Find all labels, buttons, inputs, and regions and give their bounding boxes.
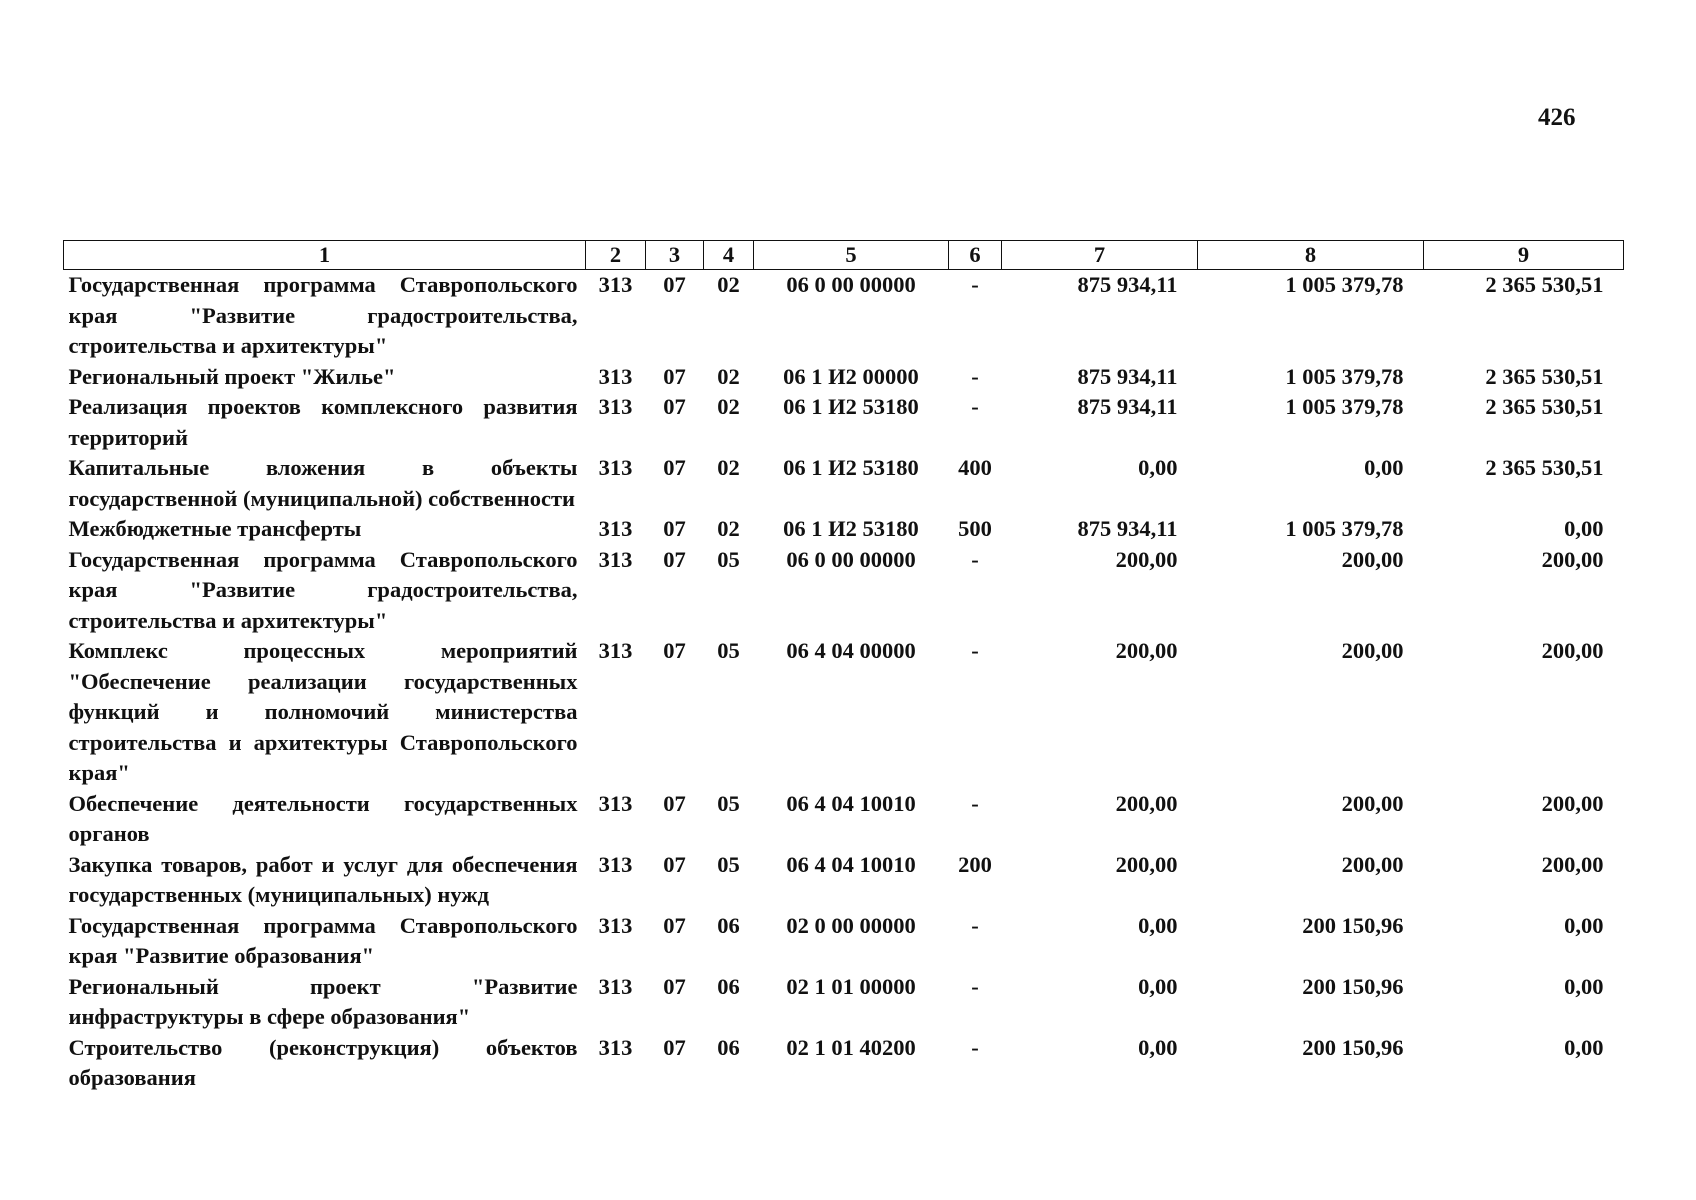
code-subsection-cell: 05 [717, 546, 740, 572]
code-expense-type-cell: - [971, 546, 979, 572]
code-expense-type-cell: - [971, 973, 979, 999]
amount-col7-cell: 875 934,11 [1077, 516, 1178, 541]
amount-col8-cell: 0,00 [1364, 455, 1404, 480]
amount-col8-cell: 200,00 [1341, 851, 1404, 877]
row-name-cell: Региональный проект "Жилье" [68, 363, 396, 389]
row-name-cell: Государственная программа Ставропольского края "Развитие образования" [68, 912, 578, 968]
row-name-cell: Капитальные вложения в объекты государственной (муниципальной) собственности [68, 455, 578, 511]
code-subsection-cell: 02 [717, 363, 740, 389]
code-expense-type-cell: - [971, 1034, 979, 1060]
amount-col8-cell: 1 005 379,78 [1285, 272, 1404, 297]
code-section-cell: 07 [663, 516, 686, 541]
code-admin-cell: 313 [598, 546, 633, 572]
table-body [64, 270, 1624, 1094]
code-admin-cell: 313 [598, 394, 633, 419]
amount-col9-cell: 0,00 [1564, 973, 1604, 999]
code-target-article-cell: 06 4 04 10010 [786, 851, 916, 877]
amount-col7-cell: 875 934,11 [1077, 363, 1178, 389]
code-section-cell: 07 [663, 546, 686, 572]
code-subsection-cell: 06 [717, 1034, 740, 1060]
code-subsection-cell: 05 [717, 851, 740, 877]
table-row [64, 545, 1624, 637]
code-subsection-cell: 06 [717, 912, 740, 938]
table-row [64, 270, 1624, 362]
header-row [64, 241, 1624, 270]
amount-col9-cell: 2 365 530,51 [1485, 272, 1604, 297]
code-section-cell: 07 [663, 851, 686, 877]
code-subsection-cell: 02 [717, 516, 740, 541]
code-expense-type-cell: - [971, 638, 979, 663]
code-admin-cell: 313 [598, 1034, 633, 1060]
code-expense-type-cell: 400 [958, 455, 992, 480]
column-header-8: 8 [1198, 241, 1424, 270]
row-name-cell: Государственная программа Ставропольского края "Развитие градостроительства, строительства и архитектуры" [68, 546, 578, 633]
column-header-3: 3 [646, 241, 704, 270]
code-expense-type-cell: - [971, 363, 979, 389]
amount-col8-cell: 1 005 379,78 [1285, 516, 1404, 541]
column-header-2: 2 [586, 241, 646, 270]
code-subsection-cell: 05 [717, 790, 740, 816]
code-admin-cell: 313 [598, 638, 633, 663]
amount-col7-cell: 0,00 [1138, 973, 1178, 999]
column-header-6: 6 [949, 241, 1002, 270]
code-admin-cell: 313 [598, 790, 633, 816]
code-target-article-cell: 06 0 00 00000 [786, 272, 916, 297]
amount-col9-cell: 2 365 530,51 [1485, 455, 1604, 480]
amount-col8-cell: 200,00 [1341, 790, 1404, 816]
code-subsection-cell: 02 [717, 394, 740, 419]
code-admin-cell: 313 [598, 516, 633, 541]
column-header-5: 5 [754, 241, 949, 270]
column-header-9: 9 [1424, 241, 1624, 270]
code-section-cell: 07 [663, 272, 686, 297]
table-row [64, 972, 1624, 1033]
amount-col9-cell: 2 365 530,51 [1485, 363, 1604, 389]
amount-col9-cell: 0,00 [1564, 912, 1604, 938]
row-name-cell: Закупка товаров, работ и услуг для обеспечения государственных (муниципальных) нужд [68, 851, 578, 907]
row-name-cell: Реализация проектов комплексного развития территорий [68, 394, 578, 450]
amount-col8-cell: 200 150,96 [1302, 973, 1404, 999]
row-name-cell: Комплекс процессных мероприятий "Обеспечение реализации государственных функций и полномочий министерства строительства и архитектуры Ставропольского края" [68, 638, 578, 785]
code-target-article-cell: 06 1 И2 53180 [783, 516, 919, 541]
code-subsection-cell: 06 [717, 973, 740, 999]
code-target-article-cell: 02 1 01 00000 [786, 973, 916, 999]
amount-col7-cell: 200,00 [1115, 790, 1178, 816]
code-expense-type-cell: 200 [958, 851, 992, 877]
code-target-article-cell: 06 1 И2 53180 [783, 394, 919, 419]
code-section-cell: 07 [663, 455, 686, 480]
code-section-cell: 07 [663, 1034, 686, 1060]
code-section-cell: 07 [663, 638, 686, 663]
table-row [64, 392, 1624, 453]
table-row [64, 514, 1624, 545]
table-row [64, 1033, 1624, 1094]
amount-col9-cell: 0,00 [1564, 516, 1604, 541]
budget-table [63, 240, 1624, 1094]
table-row [64, 789, 1624, 850]
code-admin-cell: 313 [598, 851, 633, 877]
amount-col7-cell: 875 934,11 [1077, 394, 1178, 419]
table-row [64, 636, 1624, 789]
code-expense-type-cell: - [971, 912, 979, 938]
row-name-cell: Строительство (реконструкция) объектов образования [68, 1034, 578, 1090]
amount-col8-cell: 200 150,96 [1302, 912, 1404, 938]
amount-col8-cell: 200,00 [1341, 546, 1404, 572]
code-admin-cell: 313 [598, 912, 633, 938]
table-row [64, 911, 1624, 972]
amount-col9-cell: 200,00 [1541, 546, 1604, 572]
code-subsection-cell: 05 [717, 638, 740, 663]
column-header-1: 1 [64, 241, 586, 270]
amount-col8-cell: 1 005 379,78 [1285, 394, 1404, 419]
amount-col9-cell: 200,00 [1541, 851, 1604, 877]
code-target-article-cell: 06 0 00 00000 [786, 546, 916, 572]
column-header-4: 4 [704, 241, 754, 270]
table-row [64, 850, 1624, 911]
code-section-cell: 07 [663, 973, 686, 999]
code-target-article-cell: 06 1 И2 00000 [783, 363, 919, 389]
code-target-article-cell: 02 1 01 40200 [786, 1034, 916, 1060]
code-section-cell: 07 [663, 912, 686, 938]
row-name-cell: Региональный проект "Развитие инфраструктуры в сфере образования" [68, 973, 578, 1029]
code-target-article-cell: 06 1 И2 53180 [783, 455, 919, 480]
code-section-cell: 07 [663, 790, 686, 816]
amount-col9-cell: 2 365 530,51 [1485, 394, 1604, 419]
code-admin-cell: 313 [598, 272, 633, 297]
code-admin-cell: 313 [598, 973, 633, 999]
amount-col7-cell: 200,00 [1115, 851, 1178, 877]
amount-col8-cell: 200,00 [1341, 638, 1404, 663]
code-section-cell: 07 [663, 394, 686, 419]
code-target-article-cell: 06 4 04 10010 [786, 790, 916, 816]
code-section-cell: 07 [663, 363, 686, 389]
amount-col9-cell: 200,00 [1541, 638, 1604, 663]
code-subsection-cell: 02 [717, 272, 740, 297]
code-admin-cell: 313 [598, 455, 633, 480]
amount-col7-cell: 875 934,11 [1077, 272, 1178, 297]
amount-col7-cell: 0,00 [1138, 912, 1178, 938]
amount-col8-cell: 1 005 379,78 [1285, 363, 1404, 389]
amount-col7-cell: 200,00 [1115, 546, 1178, 572]
code-subsection-cell: 02 [717, 455, 740, 480]
code-admin-cell: 313 [598, 363, 633, 389]
code-expense-type-cell: - [971, 790, 979, 816]
amount-col8-cell: 200 150,96 [1302, 1034, 1404, 1060]
amount-col7-cell: 0,00 [1138, 1034, 1178, 1060]
code-expense-type-cell: - [971, 394, 979, 419]
amount-col9-cell: 0,00 [1564, 1034, 1604, 1060]
table-row [64, 453, 1624, 514]
code-target-article-cell: 06 4 04 00000 [786, 638, 916, 663]
row-name-cell: Обеспечение деятельности государственных органов [68, 790, 578, 846]
page-number: 426 [1538, 104, 1576, 131]
code-expense-type-cell: - [971, 272, 979, 297]
row-name-cell: Государственная программа Ставропольского края "Развитие градостроительства, строительства и архитектуры" [68, 272, 578, 358]
code-target-article-cell: 02 0 00 00000 [786, 912, 916, 938]
amount-col7-cell: 200,00 [1115, 638, 1178, 663]
row-name-cell: Межбюджетные трансферты [68, 516, 362, 541]
column-header-7: 7 [1002, 241, 1198, 270]
amount-col7-cell: 0,00 [1138, 455, 1178, 480]
table-row [64, 362, 1624, 393]
amount-col9-cell: 200,00 [1541, 790, 1604, 816]
code-expense-type-cell: 500 [958, 516, 992, 541]
